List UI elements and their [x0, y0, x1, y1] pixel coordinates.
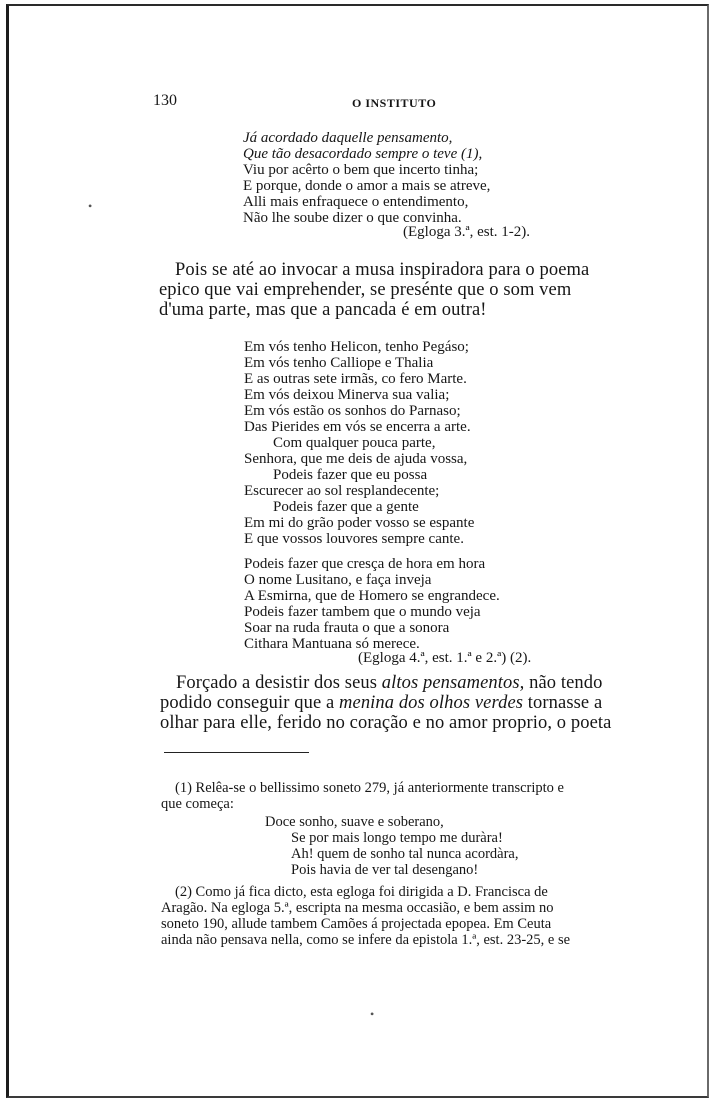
italic-phrase: menina dos olhos verdes [339, 693, 524, 713]
verse-line: Senhora, que me deis de ajuda vossa, [244, 451, 468, 467]
verse-line: Não lhe soube dizer o que convinha. [243, 210, 462, 226]
text-run: podido conseguir que a [160, 693, 340, 713]
verse-line: Podeis fazer tambem que o mundo veja [244, 604, 481, 620]
text-run: Forçado a desistir dos seus [176, 673, 382, 693]
verse-line: Cithara Mantuana só merece. [244, 636, 420, 652]
paragraph-line: d'uma parte, mas que a pancada é em outra! [159, 300, 487, 320]
verse-line: Escurecer ao sol resplandecente; [244, 483, 440, 499]
footnote-line: (1) Relêa-se o bellissimo soneto 279, já anteriormente transcripto e [175, 780, 564, 796]
verse-line: Das Pierides em vós se encerra a arte. [244, 419, 471, 435]
verse-line: Pois havia de ver tal desengano! [291, 862, 479, 878]
verse-line: Em mi do grão poder vosso se espante [244, 515, 475, 531]
verse-line: A Esmirna, que de Homero se engrandece. [244, 588, 500, 604]
verse-line: E as outras sete irmãs, co fero Marte. [244, 371, 467, 387]
verse-line: Podeis fazer que cresça de hora em hora [244, 556, 486, 572]
verse-line: O nome Lusitano, e faça inveja [244, 572, 432, 588]
paragraph-line [160, 693, 602, 714]
running-title: O INSTITUTO [352, 96, 437, 110]
verse-line: Em vós estão os sonhos do Parnaso; [244, 403, 461, 419]
footnote-line: (2) Como já fica dicto, esta egloga foi dirigida a D. Francisca de [175, 884, 548, 900]
footnote-line: Aragão. Na egloga 5.ª, escripta na mesma occasião, e bem assim no [161, 900, 554, 916]
text-run: tornasse a [523, 693, 603, 713]
paragraph-line: olhar para elle, ferido no coração e no amor proprio, o poeta [160, 713, 612, 733]
paragraph-line: Pois se até ao invocar a musa inspiradora para o poema [175, 260, 590, 280]
footnote-rule [164, 752, 309, 753]
scan-speck: • [370, 1007, 375, 1021]
verse-line: Em vós tenho Calliope e Thalia [244, 355, 434, 371]
page-number: 130 [153, 92, 177, 109]
verse-line: Que tão desacordado sempre o teve (1), [243, 146, 483, 162]
verse-line: Com qualquer pouca parte, [273, 435, 436, 451]
verse-line: Viu por acêrto o bem que incerto tinha; [243, 162, 479, 178]
italic-phrase: altos pensamentos, [381, 673, 525, 693]
citation: (Egloga 4.ª, est. 1.ª e 2.ª) (2). [358, 650, 532, 666]
verse-line: Doce sonho, suave e soberano, [265, 814, 444, 830]
citation: (Egloga 3.ª, est. 1-2). [403, 224, 531, 240]
verse-line: E que vossos louvores sempre cante. [244, 531, 464, 547]
verse-line: E porque, donde o amor a mais se atreve, [243, 178, 491, 194]
verse-line: Podeis fazer que a gente [273, 499, 419, 515]
verse-line: Alli mais enfraquece o entendimento, [243, 194, 469, 210]
scan-speck: • [88, 199, 93, 213]
text-run: não tendo [524, 673, 603, 693]
verse-line: Em vós deixou Minerva sua valia; [244, 387, 450, 403]
verse-line: Em vós tenho Helicon, tenho Pegáso; [244, 339, 469, 355]
paragraph-line [176, 673, 602, 694]
footnote-line: soneto 190, allude tambem Camões á projectada epopea. Em Ceuta [161, 916, 552, 932]
verse-line: Soar na ruda frauta o que a sonora [244, 620, 450, 636]
verse-line: Podeis fazer que eu possa [273, 467, 428, 483]
footnote-line: que começa: [161, 796, 234, 812]
paragraph-line: epico que vai emprehender, se presénte que o som vem [159, 280, 572, 300]
footnote-line: ainda não pensava nella, como se infere da epistola 1.ª, est. 23-25, e se [161, 932, 571, 948]
verse-line: Ah! quem de sonho tal nunca acordàra, [291, 846, 519, 862]
verse-line: Se por mais longo tempo me duràra! [291, 830, 503, 846]
verse-line: Já acordado daquelle pensamento, [243, 130, 453, 146]
